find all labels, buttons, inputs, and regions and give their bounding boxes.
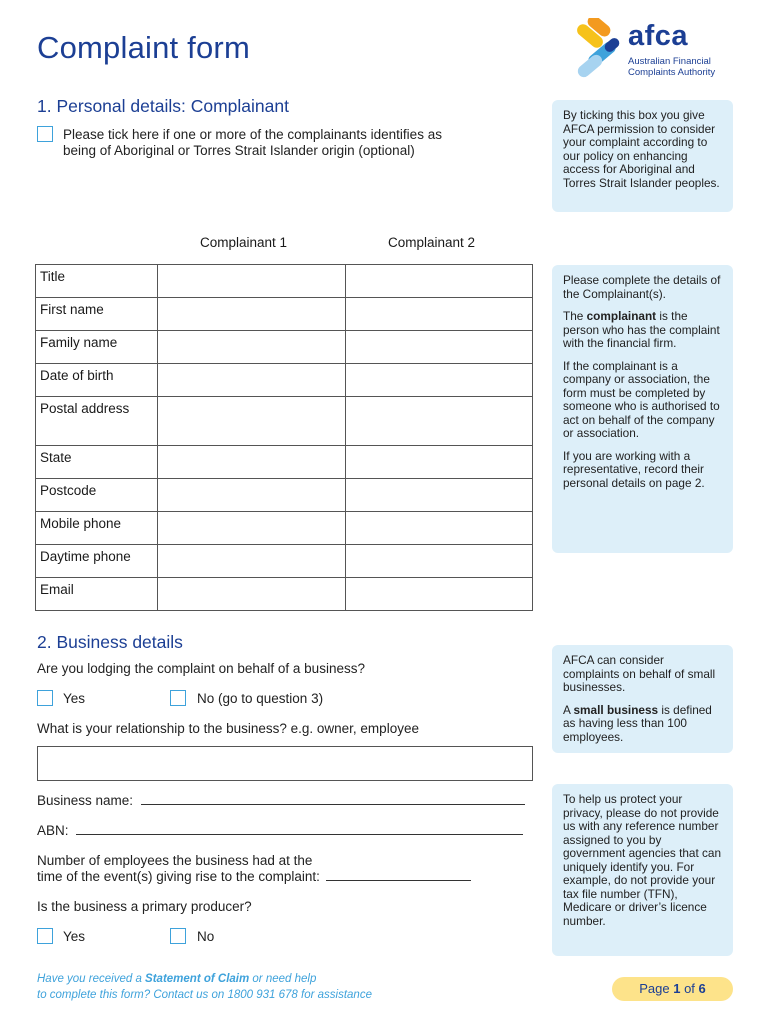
state-c1-field[interactable] (158, 446, 345, 479)
page-title: Complaint form (37, 30, 250, 65)
mobile-c2-field[interactable] (345, 512, 532, 545)
small-business-note (552, 645, 733, 753)
logo-subtitle-line2: Complaints Authority (628, 67, 716, 78)
table-row (36, 446, 533, 479)
table-row (36, 545, 533, 578)
footer-l1-post: or need help (249, 973, 317, 985)
row-label: Daytime phone (36, 545, 158, 578)
complainant-details-table (35, 264, 533, 611)
postcode-c1-field[interactable] (158, 479, 345, 512)
page-indicator (612, 977, 733, 1001)
row-label: Postal address (36, 397, 158, 446)
first-name-c2-field[interactable] (345, 298, 532, 331)
dob-c2-field[interactable] (345, 364, 532, 397)
tick-line-1: Please tick here if one or more of the complainants identifies as (63, 127, 442, 142)
complainant-note-p4: If you are working with a representative, record their personal details on page 2. (563, 448, 705, 490)
col-complainant-1: Complainant 1 (200, 235, 288, 250)
row-label: Family name (36, 331, 158, 364)
footer-l1-bold: Statement of Claim (145, 973, 250, 985)
business-name-field[interactable] (141, 793, 525, 805)
relationship-input[interactable] (37, 746, 533, 781)
section1-heading: 1. Personal details: Complainant (37, 96, 289, 116)
business-yes-label: Yes (63, 691, 86, 706)
employees-line-2: time of the event(s) giving rise to the complaint: (37, 869, 320, 884)
primary-producer-question: Is the business a primary producer? (37, 899, 252, 914)
complainant-note-p2 (563, 310, 722, 351)
title-c2-field[interactable] (345, 265, 532, 298)
primary-producer-yes-checkbox[interactable] (37, 928, 53, 944)
page-of: of (684, 981, 695, 996)
page-total: 6 (698, 981, 706, 996)
row-label: State (36, 446, 158, 479)
family-name-c1-field[interactable] (158, 331, 345, 364)
primary-producer-yes-label: Yes (63, 929, 86, 944)
postal-address-c1-field[interactable] (158, 397, 345, 446)
logo-subtitle-line1: Australian Financial (628, 56, 711, 67)
privacy-note-text: To help us protect your privacy, please do not provide us with any reference number assigned to you by government agencies that can uniquely identify you. For example, do not provide your tax file number (TFN), Medicare or driver’s licence number. (563, 792, 722, 928)
note1-p2-post: is defined as having less than 100 employees. (563, 702, 712, 744)
table-row (36, 479, 533, 512)
aboriginal-origin-checkbox[interactable] (37, 126, 53, 142)
primary-producer-no-checkbox[interactable] (170, 928, 186, 944)
col-complainant-2: Complainant 2 (388, 235, 476, 250)
postal-address-c2-field[interactable] (345, 397, 532, 446)
business-yes-checkbox[interactable] (37, 690, 53, 706)
table-row (36, 397, 533, 446)
logo-wordmark: afca (628, 20, 689, 52)
section2-heading: 2. Business details (37, 632, 183, 652)
business-name-label: Business name: (37, 793, 134, 808)
row-label: Postcode (36, 479, 158, 512)
email-c2-field[interactable] (345, 578, 532, 611)
aboriginal-origin-label (63, 127, 442, 159)
row-label: Title (36, 265, 158, 298)
privacy-note (552, 784, 733, 956)
row-label: Email (36, 578, 158, 611)
abn-label: ABN: (37, 823, 69, 838)
abn-row (37, 823, 523, 839)
table-row (36, 331, 533, 364)
note-p2-pre: The (563, 309, 587, 323)
footer-l2: to complete this form? Contact us on 1800 931 678 for assistance (37, 989, 372, 1001)
title-c1-field[interactable] (158, 265, 345, 298)
mobile-c1-field[interactable] (158, 512, 345, 545)
email-c1-field[interactable] (158, 578, 345, 611)
relationship-question: What is your relationship to the business? e.g. owner, employee (37, 721, 419, 736)
footer-l1-pre: Have you received a (37, 973, 146, 985)
business-no-label: No (go to question 3) (197, 691, 324, 706)
postcode-c2-field[interactable] (345, 479, 532, 512)
afca-logo-mark-icon (572, 18, 632, 80)
dob-c1-field[interactable] (158, 364, 345, 397)
logo-subtitle (628, 56, 715, 78)
employees-line-1: Number of employees the business had at the (37, 853, 313, 868)
employees-field[interactable] (326, 869, 471, 881)
abn-field[interactable] (76, 823, 523, 835)
business-no-checkbox[interactable] (170, 690, 186, 706)
row-label: Date of birth (36, 364, 158, 397)
table-row (36, 298, 533, 331)
table-row (36, 578, 533, 611)
note-p2-bold: complainant (586, 309, 657, 323)
aboriginal-note-text: By ticking this box you give AFCA permission to consider your complaint according to our policy on enhancing access for Aboriginal and Torres Strait Islander peoples. (563, 108, 720, 190)
business-name-row (37, 793, 525, 809)
employees-row (37, 853, 471, 885)
note-p2-post: is the person who has the complaint with the financial firm. (563, 309, 720, 350)
table-row (36, 512, 533, 545)
complainant-note (552, 265, 733, 553)
note1-p2-bold: small business (573, 702, 659, 717)
small-business-note-p1: AFCA can consider complaints on behalf of small businesses. (563, 653, 716, 694)
daytime-phone-c1-field[interactable] (158, 545, 345, 578)
primary-producer-no-label: No (197, 929, 215, 944)
complainant-note-p1: Please complete the details of the Complainant(s). (563, 273, 721, 301)
complainant-note-p3: If the complainant is a company or association, the form must be completed by someone who is authorised to act on behalf of the company or association. (563, 358, 720, 440)
first-name-c1-field[interactable] (158, 298, 345, 331)
table-row (36, 265, 533, 298)
tick-line-2: being of Aboriginal or Torres Strait Islander origin (optional) (63, 143, 415, 158)
page-label: Page (639, 981, 670, 996)
business-question: Are you lodging the complaint on behalf of a business? (37, 661, 365, 676)
note1-p2-pre: A (563, 702, 574, 717)
row-label: First name (36, 298, 158, 331)
family-name-c2-field[interactable] (345, 331, 532, 364)
small-business-note-p2 (563, 704, 722, 745)
table-row (36, 364, 533, 397)
daytime-phone-c2-field[interactable] (345, 545, 532, 578)
state-c2-field[interactable] (345, 446, 532, 479)
page-current: 1 (673, 981, 681, 996)
aboriginal-note (552, 100, 733, 212)
footer-help (37, 971, 372, 1003)
row-label: Mobile phone (36, 512, 158, 545)
